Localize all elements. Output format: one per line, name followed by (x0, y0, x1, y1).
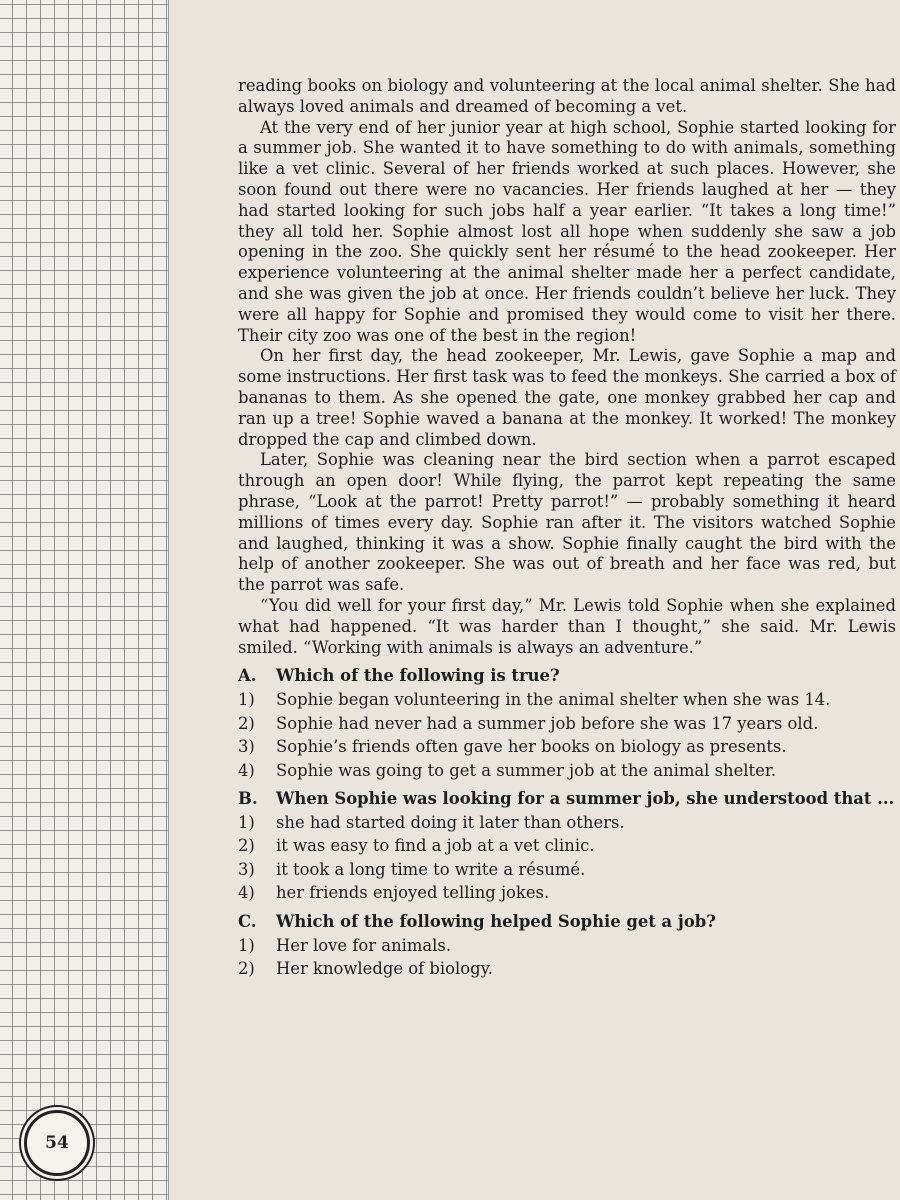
answer-option: 3) it took a long time to write a résumé. (238, 859, 586, 879)
question-a (238, 666, 896, 781)
answer-option: 1) Her love for animals. (238, 935, 452, 955)
answer-option: 2) Her knowledge of biology. (238, 959, 493, 979)
reading-text (238, 76, 896, 980)
answer-option: 4) her friends enjoyed telling jokes. (238, 883, 550, 903)
question-b (238, 789, 896, 904)
answer-option: 2) Sophie had never had a summer job before she was 17 years old. (238, 713, 819, 733)
answer-option: 1) Sophie began volunteering in the animal shelter when she was 14. (238, 690, 831, 710)
answer-option: 3) Sophie’s friends often gave her books on biology as presents. (238, 737, 787, 757)
answer-option: 1) she had started doing it later than others. (238, 812, 625, 832)
paragraph: “You did well for your first day,” Mr. Lewis told Sophie when she explained what had happened. “It was harder than I thought,” she said. Mr. Lewis smiled. “Working with animals is always an adventure.” (238, 595, 896, 657)
question-c (238, 912, 896, 980)
paragraph-continuation: reading books on biology and volunteering at the local animal shelter. She had always loved animals and dreamed of becoming a vet. (238, 76, 896, 116)
page-number: 54 (24, 1110, 90, 1176)
paragraph: On her first day, the head zookeeper, Mr. Lewis, gave Sophie a map and some instructions. Her first task was to feed the monkeys. She carried a box of bananas to them. As she opened the gate, one monkey grabbed her cap and ran up a tree! Sophie waved a banana at the monkey. It worked! The monkey dropped the cap and climbed down. (238, 346, 896, 449)
question-text: When Sophie was looking for a summer job, she understood that ... (276, 789, 895, 809)
question-text: Which of the following helped Sophie get a job? (276, 911, 716, 931)
paragraph: Later, Sophie was cleaning near the bird section when a parrot escaped through an open door! While flying, the parrot kept repeating the same phrase, “Look at the parrot! Pretty parrot!” — probably something it heard millions of times every day. Sophie ran after it. The visitors watched Sophie and laughed, thinking it was a show. Sophie finally caught the bird with the help of another zookeeper. She was out of breath and her face was red, but the parrot was safe. (238, 450, 896, 595)
answer-option: 2) it was easy to find a job at a vet clinic. (238, 836, 595, 856)
question-letter: C. (238, 911, 257, 931)
question-letter: A. (238, 666, 257, 686)
question-text: Which of the following is true? (276, 666, 560, 686)
grid-margin (0, 0, 169, 1200)
answer-option: 4) Sophie was going to get a summer job at the animal shelter. (238, 760, 777, 780)
paragraph: At the very end of her junior year at high school, Sophie started looking for a summer job. She wanted it to have something to do with animals, something like a vet clinic. Several of her friends worked at such places. However, she soon found out there were no vacancies. Her friends laughed at her — they had started looking for such jobs half a year earlier. “It takes a long time!” they all told her. Sophie almost lost all hope when suddenly she saw a job opening in the zoo. She quickly sent her résumé to the head zookeeper. Her experience volunteering at the animal shelter made her a perfect candidate, and she was given the job at once. Her friends couldn’t believe her luck. They were all happy for Sophie and promised they would come to visit her there. Their city zoo was one of the best in the region! (238, 117, 896, 345)
question-letter: B. (238, 789, 258, 809)
